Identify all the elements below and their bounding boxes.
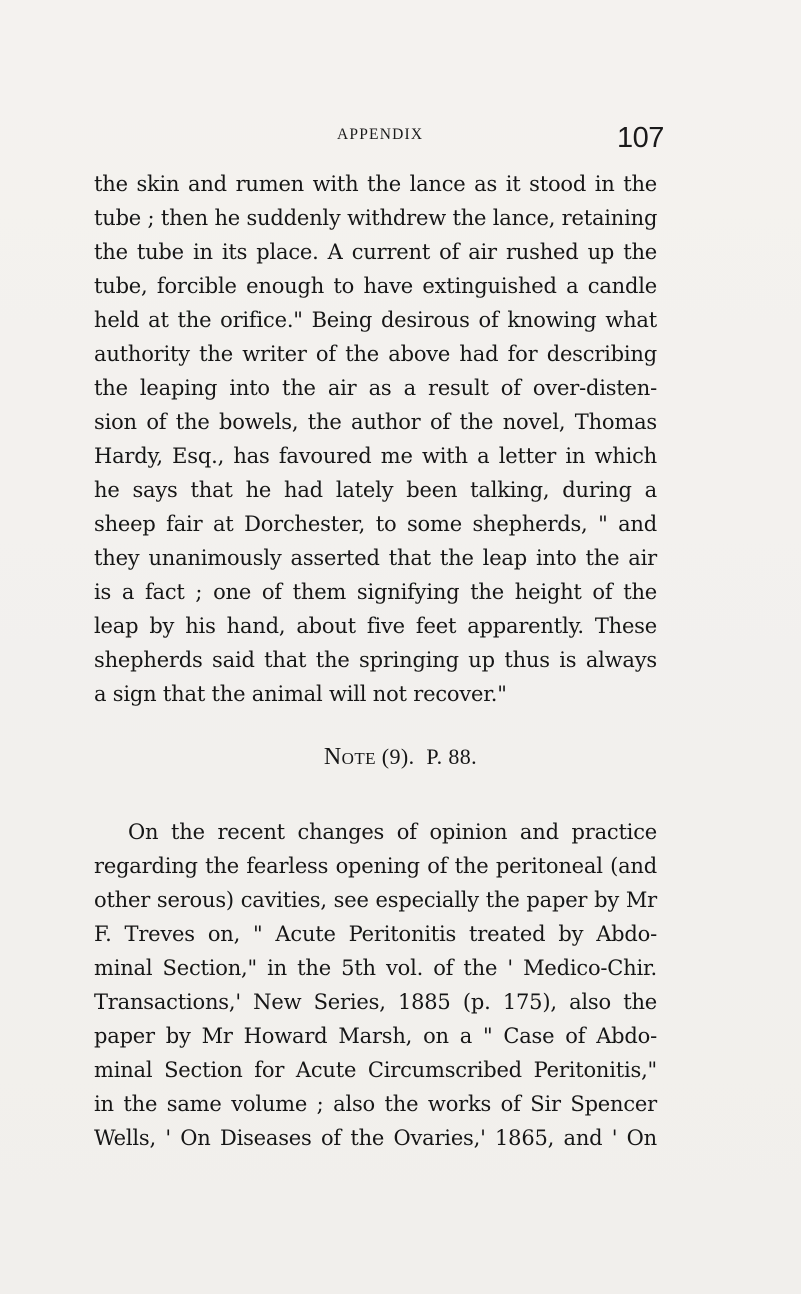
text-line: Wells, ' On Diseases of the Ovaries,' 1865, and ' On bbox=[94, 1126, 657, 1150]
text-line: other serous) cavities, see especially the paper by Mr bbox=[94, 888, 657, 912]
text-line: the skin and rumen with the lance as it stood in the bbox=[94, 172, 657, 196]
note-label-smallcaps: OTE bbox=[341, 749, 376, 768]
text-line: in the same volume ; also the works of Sir Spencer bbox=[94, 1092, 657, 1116]
text-line: Transactions,' New Series, 1885 (p. 175), also the bbox=[94, 990, 657, 1014]
text-line: shepherds said that the springing up thus is always bbox=[94, 648, 657, 672]
text-line: sheep fair at Dorchester, to some shepherds, " and bbox=[94, 512, 657, 536]
text-line: tube, forcible enough to have extinguished a candle bbox=[94, 274, 657, 298]
text-line: paper by Mr Howard Marsh, on a " Case of Abdo- bbox=[94, 1024, 657, 1048]
text-line: F. Treves on, " Acute Peritonitis treated by Abdo- bbox=[94, 922, 657, 946]
text-line: authority the writer of the above had for describing bbox=[94, 342, 657, 366]
page-number: 107 bbox=[617, 122, 664, 154]
text-line: they unanimously asserted that the leap into the air bbox=[94, 546, 657, 570]
running-head bbox=[0, 122, 801, 162]
running-title: APPENDIX bbox=[337, 126, 424, 143]
text-line: tube ; then he suddenly withdrew the lance, retaining bbox=[94, 206, 658, 230]
text-line: a sign that the animal will not recover." bbox=[94, 682, 507, 706]
text-line: is a fact ; one of them signifying the height of the bbox=[94, 580, 657, 604]
note-page-reference: P. 88. bbox=[426, 744, 478, 769]
text-line: he says that he had lately been talking, during a bbox=[94, 478, 657, 502]
text-line: Hardy, Esq., has favoured me with a letter in which bbox=[94, 444, 657, 468]
text-line: the tube in its place. A current of air rushed up the bbox=[94, 240, 657, 264]
text-line: leap by his hand, about five feet apparently. These bbox=[94, 614, 657, 638]
text-line: sion of the bowels, the author of the novel, Thomas bbox=[94, 410, 657, 434]
text-line: minal Section for Acute Circumscribed Peritonitis," bbox=[94, 1058, 657, 1082]
text-line: minal Section," in the 5th vol. of the ' Medico-Chir. bbox=[94, 956, 657, 980]
text-line: the leaping into the air as a result of over-disten- bbox=[94, 376, 657, 400]
note-label-initial: N bbox=[323, 744, 342, 770]
text-line: regarding the fearless opening of the peritoneal (and bbox=[94, 854, 657, 878]
text-line: On the recent changes of opinion and practice bbox=[128, 820, 657, 844]
note-heading bbox=[0, 744, 801, 771]
text-line: held at the orifice." Being desirous of knowing what bbox=[94, 308, 657, 332]
note-number: (9). bbox=[381, 744, 415, 769]
